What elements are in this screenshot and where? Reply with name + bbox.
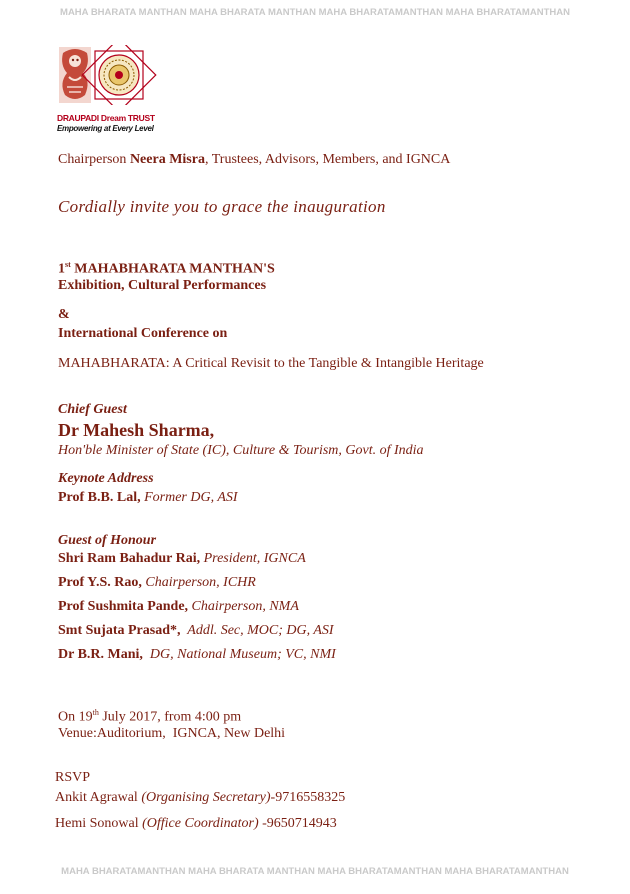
- host-suffix: , Trustees, Advisors, Members, and IGNCA: [204, 152, 451, 167]
- date-sup: th: [92, 708, 99, 717]
- event-subtitle: Exhibition, Cultural Performances: [58, 278, 267, 293]
- guest-name: Prof Y.S. Rao,: [58, 575, 142, 590]
- host-prefix: Chairperson: [58, 152, 130, 167]
- rsvp-contact: [55, 816, 337, 832]
- guest-row: [58, 575, 256, 591]
- guest-row: [58, 599, 299, 615]
- keynote-heading: Keynote Address: [58, 471, 154, 486]
- guest-row: [58, 551, 306, 567]
- guest-role: Chairperson, NMA: [188, 599, 299, 614]
- guest-role: Chairperson, ICHR: [141, 575, 256, 590]
- guest-name: Shri Ram Bahadur Rai,: [58, 551, 201, 566]
- rsvp-label: RSVP: [55, 770, 91, 785]
- top-watermark-banner: MAHA BHARATA MANTHAN MAHA BHARATA MANTHAN MAHA BHARATAMANTHAN MAHA BHARATAMANTHAN: [60, 7, 570, 18]
- contact-name: Hemi Sonowal: [55, 816, 143, 831]
- contact-phone: -9716558325: [270, 790, 346, 805]
- contact-name: Ankit Agrawal: [55, 790, 142, 805]
- invite-text: Cordially invite you to grace the inauguration: [58, 197, 386, 216]
- host-line: [58, 152, 450, 168]
- keynote-name: Prof B.B. Lal,: [58, 490, 141, 505]
- guest-role: DG, National Museum; VC, NMI: [142, 647, 336, 662]
- conference-heading: International Conference on: [58, 326, 228, 341]
- date-suffix: July 2017, from 4:00 pm: [98, 709, 242, 725]
- contact-role: (Organising Secretary): [141, 790, 271, 805]
- event-ordinal-sup: st: [65, 260, 71, 269]
- guest-name: Smt Sujata Prasad*,: [58, 623, 181, 638]
- bottom-watermark-banner: MAHA BHARATAMANTHAN MAHA BHARATA MANTHAN MAHA BHARATAMANTHAN MAHA BHARATAMANTHAN: [61, 866, 569, 877]
- event-date: [58, 708, 241, 726]
- event-venue: Venue:Auditorium, IGNCA, New Delhi: [58, 726, 286, 741]
- rsvp-contact: [55, 790, 345, 806]
- logo-emblem-icon: [57, 45, 187, 105]
- chief-guest-role: Hon'ble Minister of State (IC), Culture & Tourism, Govt. of India: [58, 443, 424, 458]
- guest-row: [58, 647, 336, 663]
- guest-role: Addl. Sec, MOC; DG, ASI: [180, 623, 334, 638]
- guest-name: Prof Sushmita Pande,: [58, 599, 189, 614]
- event-ampersand: &: [58, 307, 70, 322]
- keynote-line: [58, 490, 238, 506]
- event-title: [58, 260, 275, 278]
- conference-theme: MAHABHARATA: A Critical Revisit to the Tangible & Intangible Heritage: [58, 356, 484, 371]
- guest-role: President, IGNCA: [200, 551, 306, 566]
- contact-phone: -9650714943: [258, 816, 337, 831]
- guest-name: Dr B.R. Mani,: [58, 647, 143, 662]
- org-tagline: Empowering at Every Level: [57, 124, 154, 133]
- guest-of-honour-heading: Guest of Honour: [58, 533, 157, 548]
- org-name: DRAUPADI Dream TRUST: [57, 113, 155, 123]
- host-name: Neera Misra: [129, 152, 205, 167]
- keynote-role: Former DG, ASI: [140, 490, 238, 505]
- trust-logo: [57, 45, 187, 105]
- event-title-text: MAHABHARATA MANTHAN'S: [74, 261, 275, 277]
- contact-role: (Office Coordinator): [142, 816, 259, 831]
- guest-row: [58, 623, 334, 639]
- chief-guest-heading: Chief Guest: [58, 402, 127, 417]
- date-prefix: On 19: [58, 709, 93, 725]
- chief-guest-name: Dr Mahesh Sharma,: [58, 420, 215, 440]
- event-ordinal: 1: [58, 261, 65, 277]
